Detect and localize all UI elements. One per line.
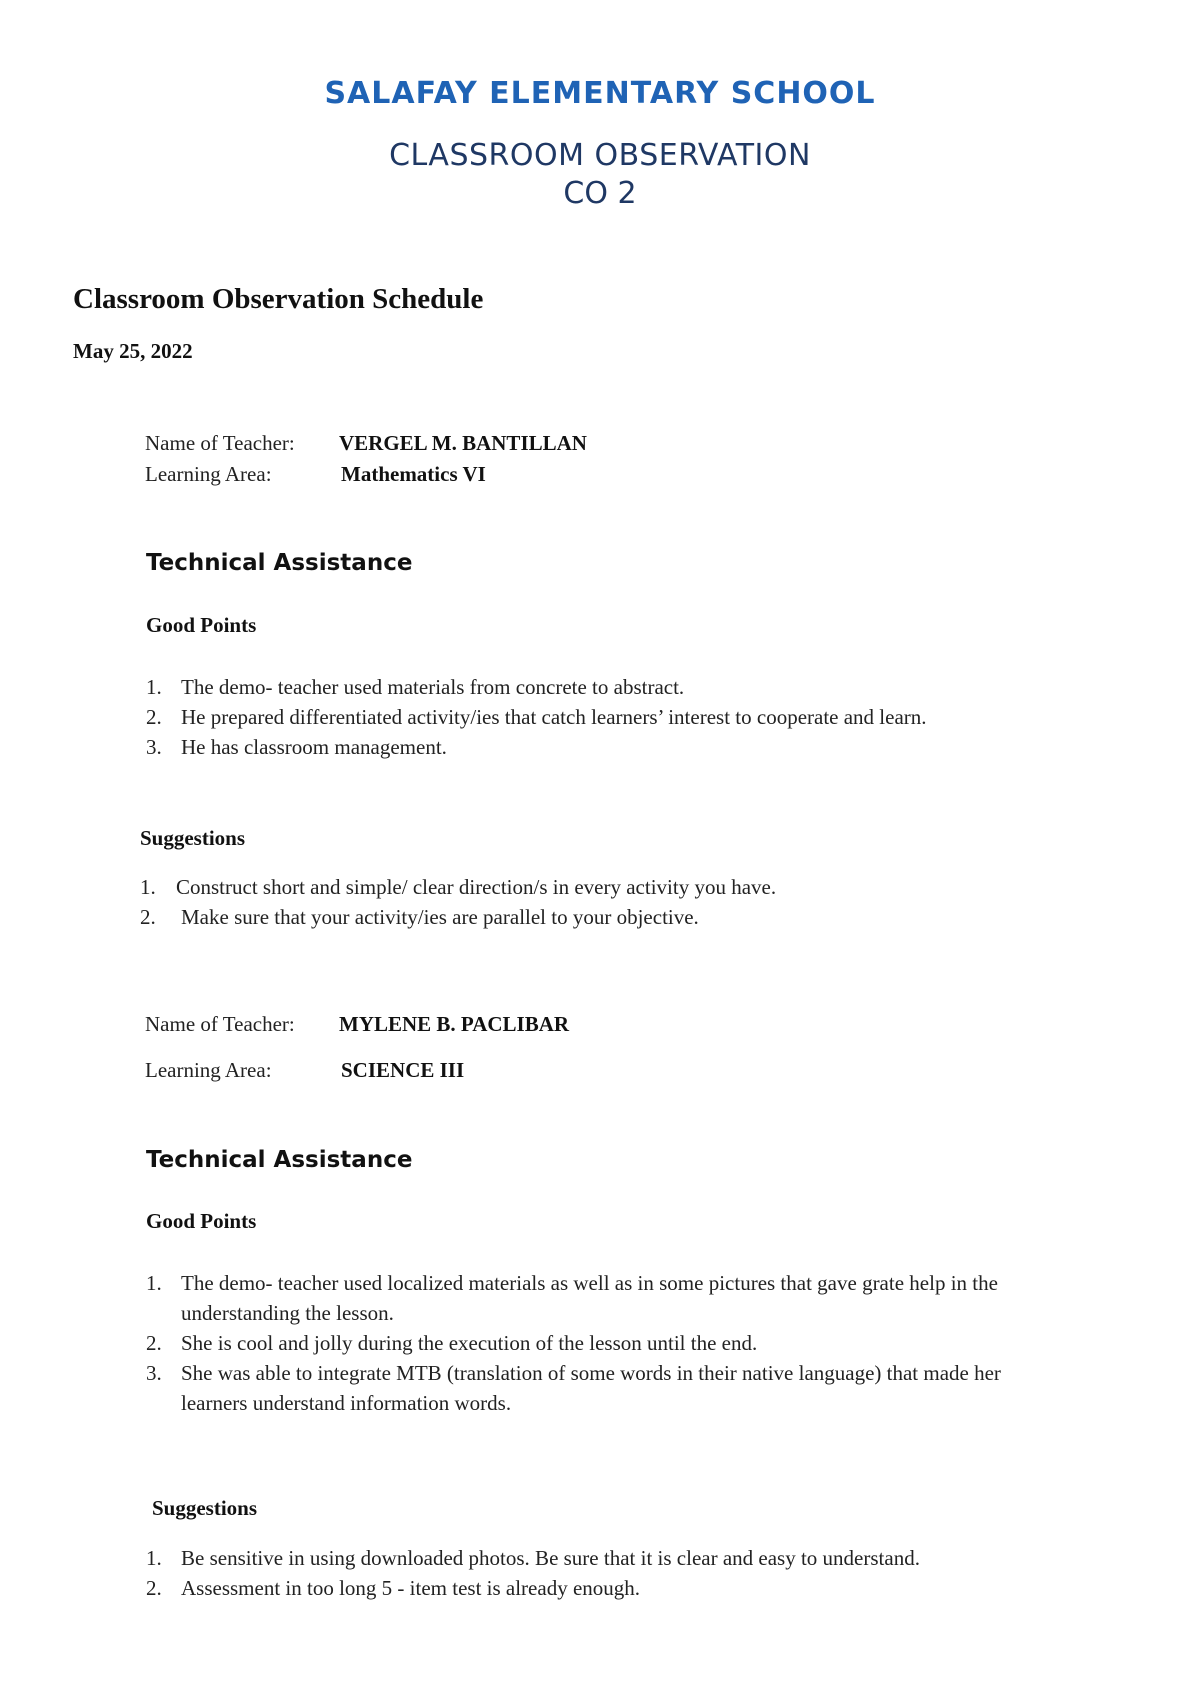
- learning-area: SCIENCE III: [341, 1058, 465, 1082]
- suggestions-heading: Suggestions: [152, 1496, 258, 1520]
- learning-area-label: Learning Area:: [145, 1058, 272, 1082]
- teacher-label: Name of Teacher:: [145, 1012, 295, 1036]
- document-title: CLASSROOM OBSERVATION: [389, 138, 811, 173]
- suggestions-heading: Suggestions: [140, 826, 246, 850]
- document-subtitle: CO 2: [563, 176, 637, 211]
- technical-assistance-heading: Technical Assistance: [146, 550, 413, 576]
- learning-area-label: Learning Area:: [145, 462, 272, 486]
- learning-area: Mathematics VI: [341, 462, 486, 486]
- school-title: SALAFAY ELEMENTARY SCHOOL: [324, 76, 876, 111]
- technical-assistance-heading: Technical Assistance: [146, 1147, 413, 1173]
- teacher-name: MYLENE B. PACLIBAR: [339, 1012, 570, 1036]
- schedule-title: Classroom Observation Schedule: [73, 283, 484, 315]
- schedule-date: May 25, 2022: [73, 339, 193, 363]
- good-points-heading: Good Points: [146, 1209, 257, 1233]
- teacher-label: Name of Teacher:: [145, 431, 295, 455]
- teacher-name: VERGEL M. BANTILLAN: [339, 431, 587, 455]
- good-points-heading: Good Points: [146, 613, 257, 637]
